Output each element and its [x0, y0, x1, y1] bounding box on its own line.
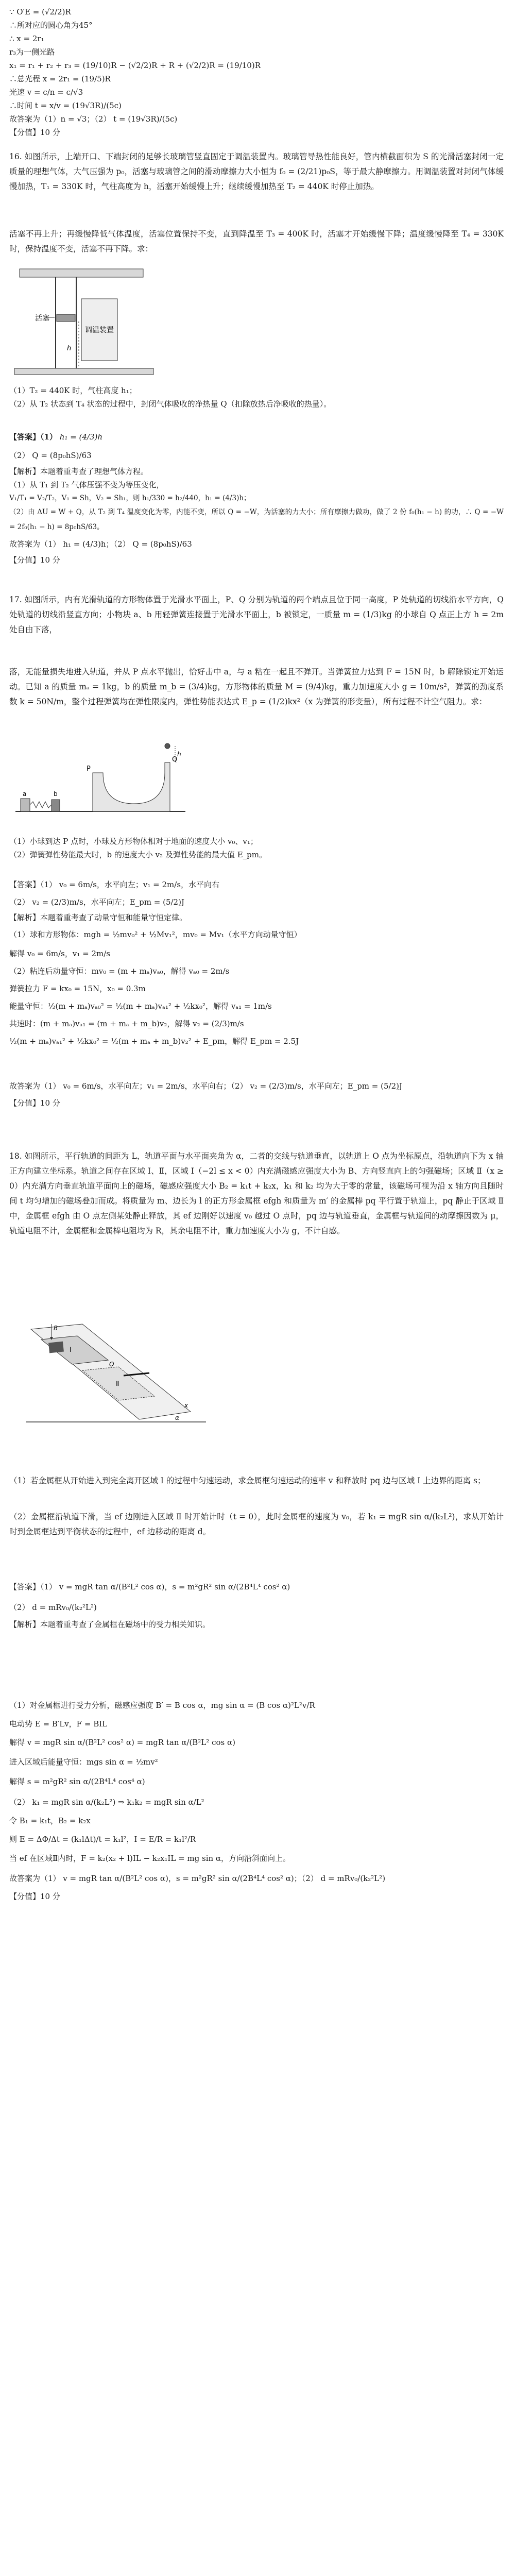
q18-label-o: O — [109, 1361, 114, 1368]
q15-line-8: ∴时间 t = x/v = (19√3R)/(5c) — [9, 101, 122, 110]
q15-line-7: 光速 v = c/n = c/√3 — [9, 88, 83, 97]
q18-analysis-7: （2） k₁ = mgR sin α/(k₂L²) ⇒ k₁k₂ = mgR sin α/L² — [9, 1798, 204, 1807]
q15-line-1: ∵ O′E = (√2/2)R — [9, 7, 71, 16]
q17-block-b — [52, 800, 60, 811]
q17-label-h: h — [177, 751, 181, 758]
q18-sub-1: （1）若金属框从开始进入到完全离开区域 Ⅰ 的过程中匀速运动，求金属框匀速运动的速率 v 和释放时 pq 边与区域 Ⅰ 上边界的距离 s； — [9, 1476, 486, 1485]
q16-answer-h1: h₁ = (4/3)h — [59, 432, 103, 442]
q18-metal-frame — [48, 1342, 64, 1353]
q17-stem-1: 17. 如图所示，内有光滑轨道的方形物体置于光滑水平面上，P、Q 分别为轨道的两个端点且位于同一高度，P 处轨道的切线沿水平方向，Q 处轨道的切线沿竖直方向；小物块 a、b 用轻弹簧连接置于光滑水平面上，b 被锁定，一质量 m = (1/3)kg 的小球自 Q 点正上方 h = 2m 处自由下落， — [9, 595, 504, 634]
q17-block-a — [21, 799, 30, 811]
q17-analysis-4: （2）粘连后动量守恒：mv₀ = (m + mₐ)vₐ₀，解得 vₐ₀ = 2m/s — [9, 967, 230, 976]
q16-sub-1: （1）T₂ = 440K 时，气柱高度 h₁； — [9, 386, 137, 395]
q17-analysis-5: 弹簧拉力 F = kx₀ = 15N，x₀ = 0.3m — [9, 984, 146, 993]
q16-device-label: 调温装置 — [85, 326, 114, 334]
q18-label-alpha: α — [175, 1414, 179, 1421]
q15-tail — [9, 5, 504, 139]
q15-line-2: ∴所对应的圆心角为45° — [9, 21, 93, 30]
q18-analysis-block — [9, 1695, 504, 1903]
q16-analysis-1: 【解析】本题着重考查了理想气体方程。 — [9, 467, 149, 476]
q17-subquestions — [9, 835, 504, 861]
q17-analysis-2: （1）球和方形物体：mgh = ½mv₀² + ½Mv₁²，mv₀ = Mv₁（水平方向动量守恒） — [9, 930, 302, 939]
q16-answer-block — [9, 428, 504, 567]
q17-track-body — [93, 762, 170, 811]
q16-piston-label: 活塞 — [35, 314, 49, 323]
q18-analysis-1: 【解析】本题着重考查了金属框在磁场中的受力相关知识。 — [9, 1620, 211, 1629]
q16-analysis-3: V₁/T₁ = V₂/T₂，V₁ = Sh，V₂ = Sh₁，则 h₁/330 = h₂/440，h₁ = (4/3)h； — [9, 494, 251, 502]
q17-label-p: P — [87, 765, 91, 773]
q15-line-6: ∴总光程 x = 2r₁ = (19/5)R — [9, 74, 111, 83]
q17-analysis-6: 能量守恒：½(m + mₐ)vₐ₀² = ½(m + mₐ)vₐ₁² + ½kx₀²，解得 vₐ₁ = 1m/s — [9, 1002, 272, 1011]
q16-figure — [9, 268, 164, 376]
q17-sub-1: （1）小球到达 P 点时，小球及方形物体相对于地面的速度大小 v₀、v₁； — [9, 837, 258, 846]
q16-piston — [57, 314, 75, 321]
q16-sub-2: （2）从 T₂ 状态到 T₄ 状态的过程中，封闭气体吸收的净热量 Q（扣除放热后净吸收的热量）。 — [9, 399, 332, 409]
q18-analysis-5: 进入区域后能量守恒：mgs sin α = ½mv² — [9, 1757, 158, 1767]
q16-answer-1 — [9, 428, 504, 446]
q18-analysis-3: 电动势 E = B′Lv，F = BIL — [9, 1719, 108, 1728]
q16-ground — [14, 368, 153, 375]
q17-answer-1: 【答案】（1） v₀ = 6m/s，水平向左；v₁ = 2m/s，水平向右 — [9, 880, 220, 889]
q16-subquestions — [9, 384, 504, 411]
q18-answer-block — [9, 1577, 504, 1631]
q15-line-5: x₁ = r₁ + r₂ + r₃ = (19/10)R − (√2/2)R + R + (√2/2)R = (19/10)R — [9, 61, 261, 70]
q15-line-3: ∴ x = 2r₁ — [9, 34, 44, 43]
q17-sub-2: （2）弹簧弹性势能最大时，b 的速度大小 v₂ 及弹性势能的最大值 E_pm。 — [9, 850, 267, 859]
q18-score: 【分值】10 分 — [9, 1892, 60, 1901]
q16-answer-head: 【答案】（1） — [9, 432, 57, 442]
q16-score: 【分值】10 分 — [9, 555, 60, 565]
q18-sub-2: （2）金属框沿轨道下滑，当 ef 边刚进入区域 Ⅱ 时开始计时（t = 0），此时金属框的速度为 v₀，若 k₁ = mgR sin α/(k₂L²)，求从开始计时到金属框达到平衡状态的过程中，ef 边移动的距离 d。 — [9, 1512, 504, 1536]
q18-analysis-6: 解得 s = m²gR² sin α/(2B⁴L⁴ cos⁴ α) — [9, 1777, 145, 1786]
q18-label-x: x — [184, 1402, 188, 1409]
q15-line-4: r₃为一侧光路 — [9, 47, 55, 57]
q17-figure — [15, 742, 191, 819]
q16-analysis-4: （2）由 ΔU = W + Q，从 T₂ 到 T₄ 温度变化为零，内能不变，所以 Q = −W，为活塞的力大小；所有摩擦力做功，做了 2 份 f₀(h₁ − h) 的功，∴ Q = −W = 2f₀(h₁ − h) = 8p₀hS/63。 — [9, 508, 504, 531]
q17-analysis-7: 共速时：(m + mₐ)vₐ₁ = (m + mₐ + m_b)v₂，解得 v₂ = (2/3)m/s — [9, 1019, 244, 1028]
q17-analysis-3: 解得 v₀ = 6m/s，v₁ = 2m/s — [9, 949, 110, 958]
q17-answer-2: （2） v₂ = (2/3)m/s，水平向左；E_pm = (5/2)J — [9, 897, 184, 907]
q18-answer-2: （2） d = mRv₀/(k₂²L²) — [9, 1603, 97, 1612]
q18-stem: 18. 如图所示，平行轨道的间距为 L，轨道平面与水平面夹角为 α，二者的交线与轨道垂直，以轨道上 O 点为坐标原点，沿轨道向下为 x 轴正方向建立坐标系。轨道之间存在区域 Ⅰ、Ⅱ，区域 Ⅰ（−2l ≤ x < 0）内充满磁感应强度大小为 B、方向竖直向上的匀强磁场；区域 Ⅱ（x ≥ 0）内充满方向垂直轨道平面向上的磁场，磁感应强度大小 B₂ = k₁t + k₂x，k₁ 和 k₂ 均为大于零的常量，该磁场可视为沿 x 轴方向且随时间 t 均匀增加的磁场叠加而成。将质量为 m、边长为 l 的正方形金属框 efgh 和质量为 m′ 的金属棒 pq 平行置于轨道上，pq 静止于区域 Ⅱ 中，金属框 efgh 由 O 点左侧某处静止释放，其 ef 边刚好以速度 v₀ 越过 O 点时，pq 边与轨道垂直，金属框与轨道间的动摩擦因数为 μ，轨道电阻不计，金属框和金属棒电阻均为 R，其余电阻不计，重力加速度大小为 g，不计自感。 — [9, 1151, 504, 1235]
q15-score: 【分值】10 分 — [9, 128, 60, 137]
q16-stem-2: 活塞不再上升；再缓慢降低气体温度，活塞位置保持不变，直到降温至 T₃ = 400K 时，活塞才开始缓慢下降；温度缓慢降至 T₄ = 330K 时，保持温度不变，活塞不再下降。求： — [9, 229, 504, 253]
q17-label-b: b — [54, 790, 58, 798]
q18-analysis-9: 则 E = ΔΦ/Δt = (k₁lΔt)/t = k₁l²，I = E/R = k₁l²/R — [9, 1835, 196, 1844]
q17-analysis-8: ½(m + mₐ)vₐ₁² + ½kx₀² = ½(m + mₐ + m_b)v₂² + E_pm，解得 E_pm = 2.5J — [9, 1037, 299, 1046]
q16-answer-2: （2） Q = (8p₀hS)/63 — [9, 451, 92, 460]
q17-answer-line: 故答案为（1） v₀ = 6m/s，水平向左；v₁ = 2m/s，水平向右；（2） v₂ = (2/3)m/s，水平向左；E_pm = (5/2)J — [9, 1081, 402, 1091]
q18-answer-1: 【答案】（1） v = mgR tan α/(B²L² cos α)，s = m²gR² sin α/(2B⁴L⁴ cos² α) — [9, 1582, 290, 1591]
q16-answer-line: 故答案为（1） h₁ = (4/3)h；（2） Q = (8p₀hS)/63 — [9, 539, 192, 549]
q17-label-q: Q — [172, 756, 178, 764]
q16-stem-1: 16. 如图所示，上端开口、下端封闭的足够长玻璃管竖直固定于调温装置内。玻璃管导热性能良好，管内横截面积为 S 的光滑活塞封闭一定质量的理想气体，大气压强为 p₀，活塞与玻璃管之间的滑动摩擦力大小恒为 f₀ = (2/21)p₀S，等于最大静摩擦力。用调温装置对封闭气体缓慢加热，T₁ = 330K 时，气柱高度为 h，活塞开始缓慢上升；继续缓慢加热至 T₂ = 440K 时停止加热。 — [9, 152, 504, 191]
q18-label-b: B — [54, 1325, 58, 1332]
q18-analysis-10: 当 ef 在区域Ⅱ内时，F = k₂(x₂ + l)IL − k₂x₁IL = mg sin α，方向沿斜面向上。 — [9, 1854, 291, 1863]
q17-spring — [30, 802, 52, 808]
q17-stem-2: 落，无能量损失地进入轨道，并从 P 点水平抛出，恰好击中 a，与 a 粘在一起且不弹开。当弹簧拉力达到 F = 15N 时，b 解除锁定开始运动。已知 a 的质量 mₐ = 1kg，b 的质量 m_b = (3/4)kg，方形物体的质量 M = (9/4)kg，重力加速度大小 g = 10m/s²，弹簧的劲度系数 k = 50N/m，整个过程弹簧均在弹性限度内，弹性势能表达式 E_p = (1/2)kx²（x 为弹簧的形变量），所有过程不计空气阻力。求： — [9, 667, 504, 706]
q17-score: 【分值】10 分 — [9, 1098, 60, 1108]
q16-h-label: h — [67, 345, 72, 352]
q18-analysis-8: 令 B₁ = k₁t，B₂ = k₂x — [9, 1816, 91, 1825]
q17-answer-block — [9, 876, 504, 1110]
q16-analysis-2: （1）从 T₁ 到 T₂ 气体压强不变为等压变化， — [9, 480, 164, 489]
q18-label-i: Ⅰ — [70, 1346, 72, 1354]
q18-analysis-2: （1）对金属框进行受力分析，磁感应强度 B′ = B cos α，mg sin α = (B cos α)²L²v/R — [9, 1701, 315, 1710]
q18-label-ii: Ⅱ — [116, 1380, 119, 1388]
q17-analysis-1: 【解析】本题着重考查了动量守恒和能量守恒定律。 — [9, 913, 187, 922]
q17-label-a: a — [23, 790, 27, 798]
q15-answer-line: 故答案为（1）n = √3；（2） t = (19√3R)/(5c) — [9, 114, 178, 124]
q18-answer-line: 故答案为（1） v = mgR tan α/(B²L² cos α)，s = m²gR² sin α/(2B⁴L⁴ cos² α)；（2） d = mRv₀/(k₂²L²) — [9, 1874, 386, 1883]
q17-ball — [165, 743, 170, 749]
q16-top-beam — [20, 269, 143, 277]
q18-figure — [21, 1319, 211, 1432]
q18-analysis-4: 解得 v = mgR sin α/(B²L² cos² α) = mgR tan α/(B²L² cos α) — [9, 1738, 235, 1747]
